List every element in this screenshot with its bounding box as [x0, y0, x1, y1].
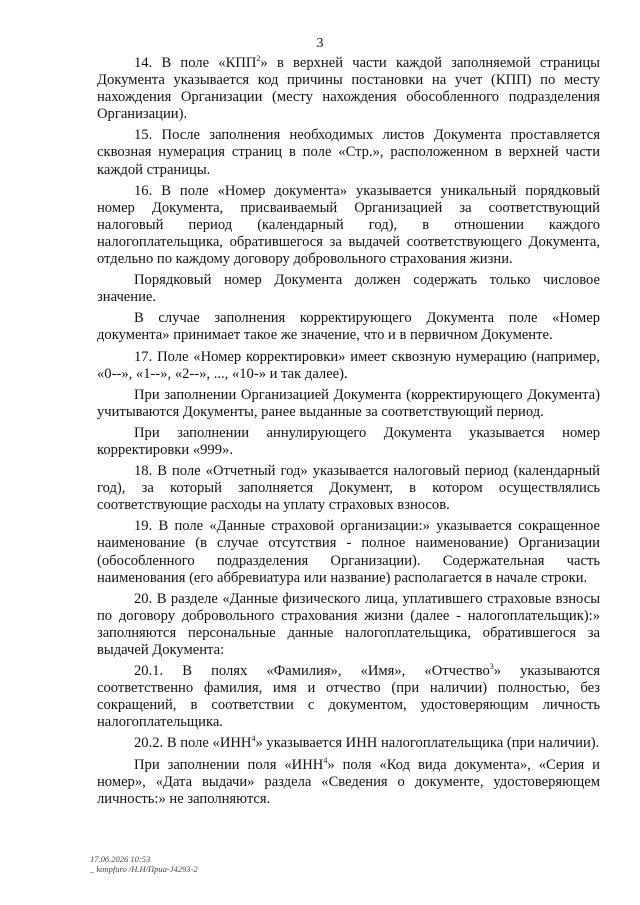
paragraph-16: 16. В поле «Номер документа» указывается уникальный порядковый номер Документа, присваиваемый Организацией за соответствующий налоговый период (календарный год), в отношении каждого налогоплательщика, обратившегося за выдачей соответствующего Документа, отдельно по каждому договору добровольного страхования жизни.	[97, 182, 600, 268]
document-body	[97, 55, 600, 812]
footnote-ref: 4	[323, 755, 328, 765]
paragraph-14: 14. В поле «КПП$^2$» в верхней части каждой заполняемой страницы Документа указывается код причины постановки на учет (КПП) по месту нахождения Организации (месту нахождения обособленного подразделения Организации).	[97, 54, 600, 123]
paragraph-20-2: 20.2. В поле «ИНН$^4$» указывается ИНН налогоплательщика (при наличии).	[134, 734, 600, 752]
paragraph-16-correction: В случае заполнения корректирующего Документа поле «Номер документа» принимает такое же значение, что и в первичном Документе.	[97, 310, 600, 344]
paragraph-16-order: Порядковый номер Документа должен содержать только числовое значение.	[97, 272, 600, 306]
paragraph-19: 19. В поле «Данные страховой организации:» указывается сокращенное наименование (в случае отсутствия - полное наименование) Организации (обособленного подразделения Организации). Содержательная часть наименования (его аббревиатура или название) располагается в начале строки.	[97, 518, 600, 586]
paragraph-20: 20. В разделе «Данные физического лица, уплатившего страховые взносы по договору добровольного страхования жизни (далее - налогоплательщик):» заполняются персональные данные налогоплательщика, обратившегося за выдачей Документа:	[97, 590, 600, 658]
page-number: 3	[316, 36, 324, 51]
paragraph-inn-note: При заполнении поля «ИНН$^4$» поля «Код вида документа», «Серия и номер», «Дата выдачи» раздела «Сведения о документе, удостоверяющем личность:» не заполняются.	[97, 755, 600, 807]
paragraph-17: 17. Поле «Номер корректировки» имеет сквозную нумерацию (например, «0--», «1--», «2--», ..., «10-» и так далее).	[97, 348, 600, 382]
footnote-ref: 2	[256, 54, 261, 64]
paragraph-17-cancel: При заполнении аннулирующего Документа указывается номер корректировки «999».	[97, 424, 600, 458]
footer-stamp	[90, 854, 198, 874]
paragraph-15: 15. После заполнения необходимых листов Документа проставляется сквозная нумерация страниц в поле «Стр.», расположенном в верхней части каждой страницы.	[97, 127, 600, 178]
paragraph-17-filling: При заполнении Организацией Документа (корректирующего Документа) учитываются Документы, ранее выданные за соответствующий период.	[97, 386, 600, 420]
footnote-ref: 3	[489, 662, 494, 672]
paragraph-20-1: 20.1. В полях «Фамилия», «Имя», «Отчество$^3$» указываются соответственно фамилия, имя и отчество (при наличии) полностью, без сокращений, в соответствии с документом, удостоверяющим личность налогоплательщика.	[97, 662, 600, 731]
footnote-ref: 4	[251, 734, 256, 744]
footer-datetime: 17.06.2026 10:53	[90, 854, 151, 864]
paragraph-18: 18. В поле «Отчетный год» указывается налоговый период (календарный год), за который заполняется Документ, в котором осуществлялись соответствующие расходы на уплату страховых взносов.	[97, 463, 600, 514]
footer-file-ref: _ konpfuro /Н.Н/Приа-Ј4293-2	[90, 864, 198, 874]
